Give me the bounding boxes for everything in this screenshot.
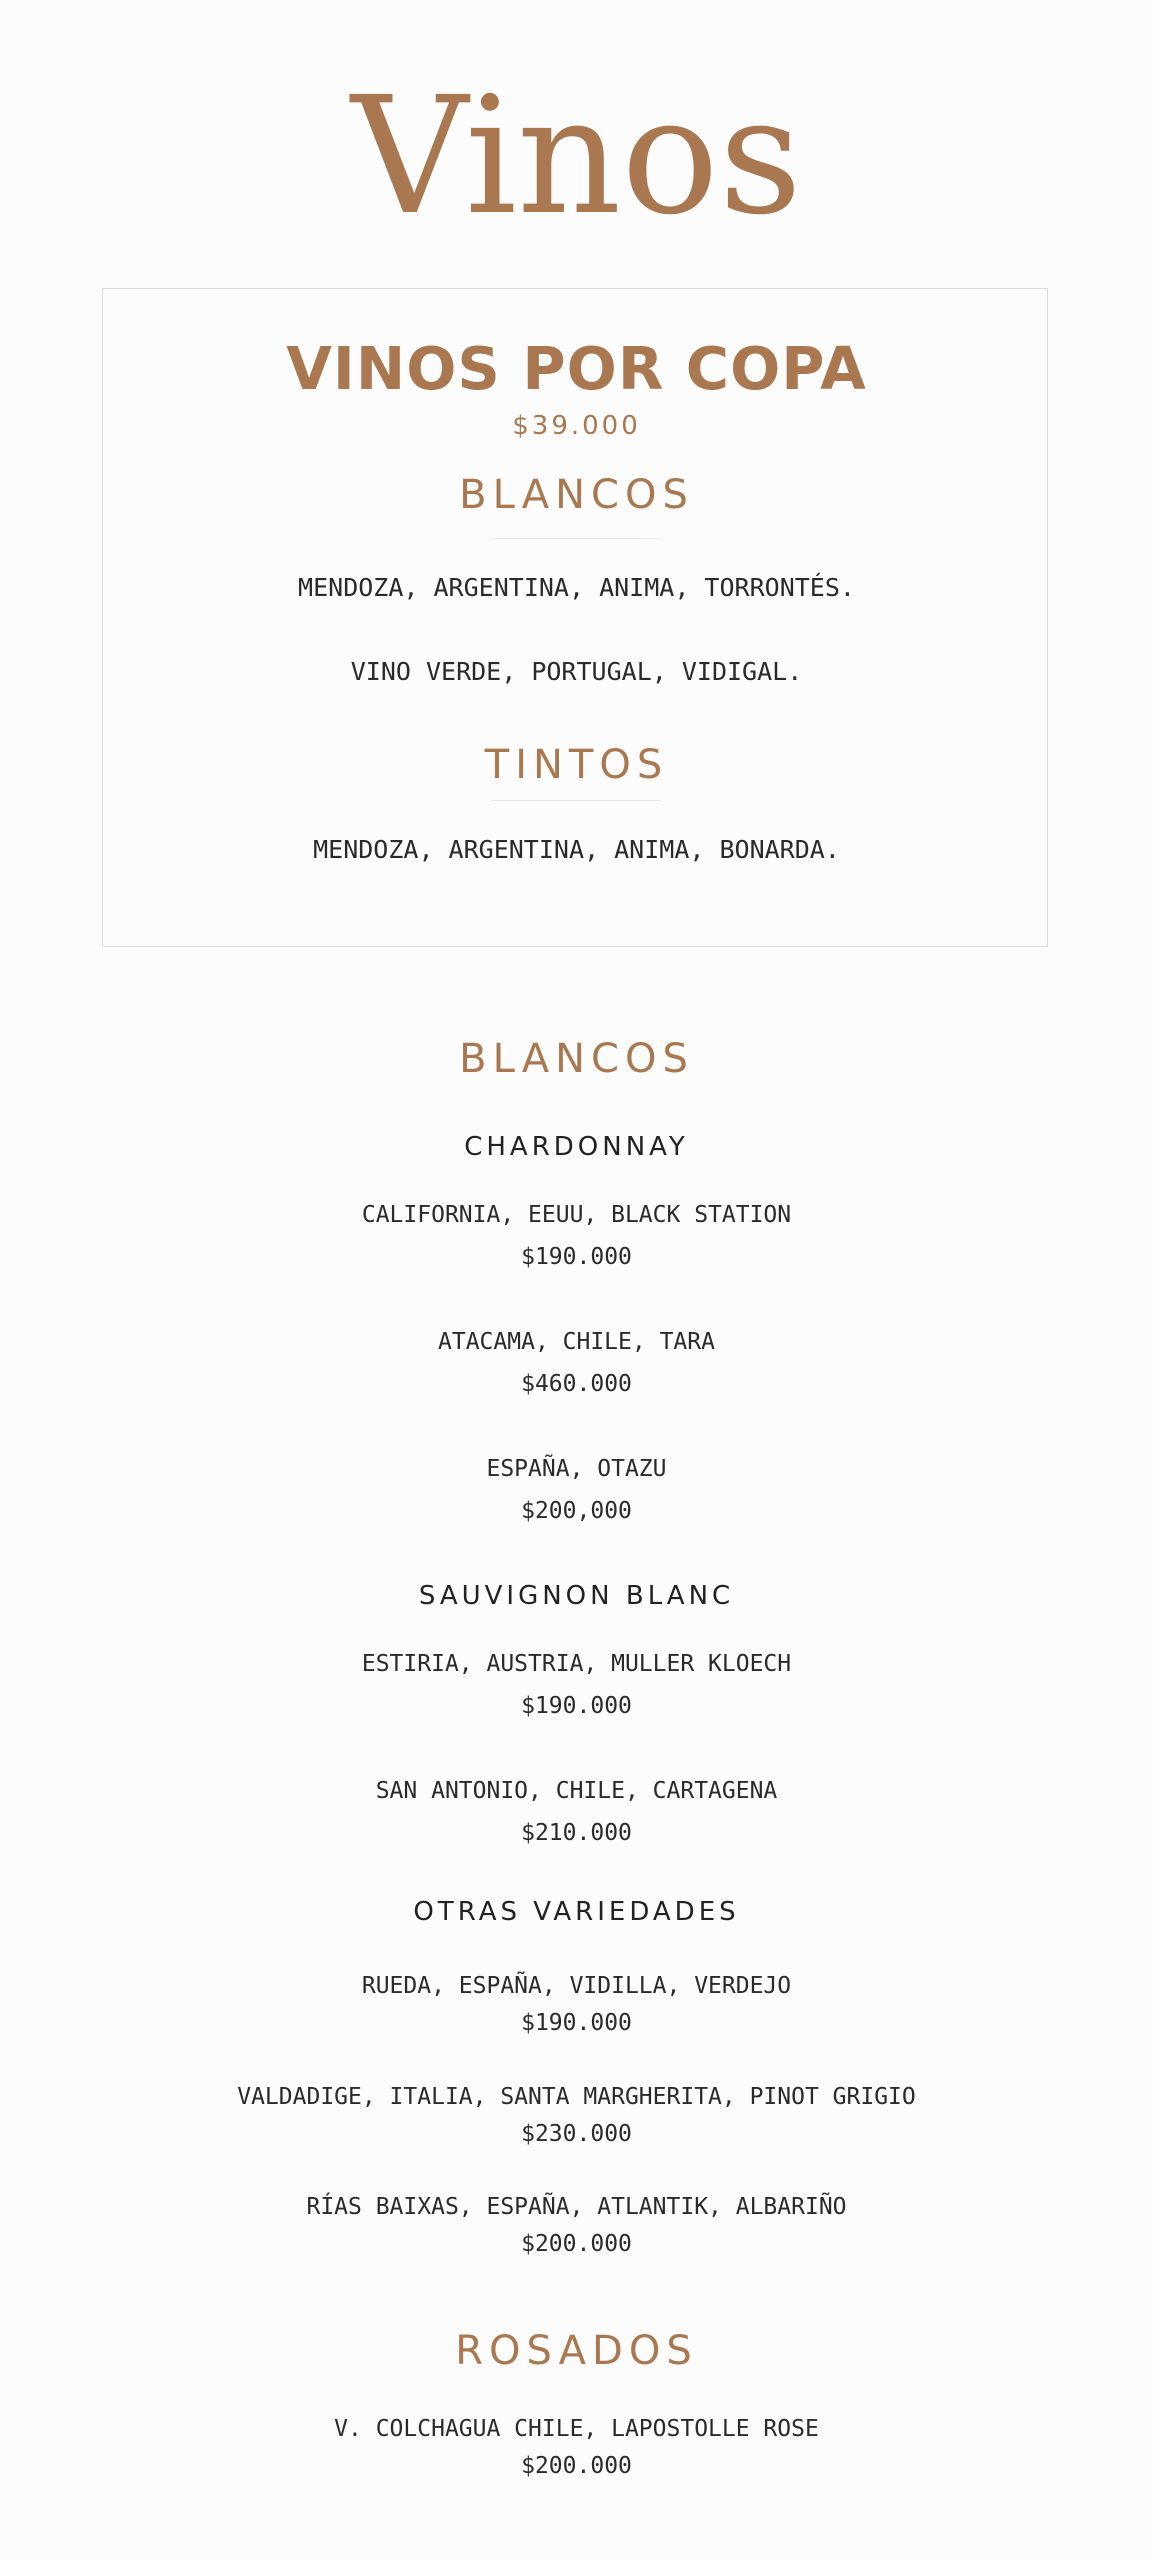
wine-price: $460.000	[521, 1371, 632, 1397]
blancos-heading: BLANCOS	[459, 1036, 694, 1082]
wine-name: V. COLCHAGUA CHILE, LAPOSTOLLE ROSE	[334, 2416, 819, 2442]
wine-name: RUEDA, ESPAÑA, VIDILLA, VERDEJO	[361, 1973, 792, 1999]
wine-price: $190.000	[521, 2010, 632, 2036]
por-copa-price: $39.000	[512, 411, 641, 441]
page-title: Vinos	[351, 63, 802, 251]
otras-variedades-heading: OTRAS VARIEDADES	[413, 1897, 740, 1927]
wine-name: ESPAÑA, OTAZU	[486, 1456, 667, 1482]
wine-price: $190.000	[521, 1244, 632, 1270]
wine-price: $190.000	[521, 1693, 632, 1719]
wine-price: $200.000	[521, 2453, 632, 2479]
por-copa-tintos-item: MENDOZA, ARGENTINA, ANIMA, BONARDA.	[313, 835, 840, 864]
wine-name: VALDADIGE, ITALIA, SANTA MARGHERITA, PINOT GRIGIO	[237, 2084, 916, 2110]
wine-name: ATACAMA, CHILE, TARA	[438, 1329, 715, 1355]
wine-name: ESTIRIA, AUSTRIA, MULLER KLOECH	[361, 1651, 792, 1677]
por-copa-blancos-item: MENDOZA, ARGENTINA, ANIMA, TORRONTÉS.	[298, 573, 855, 602]
por-copa-title: VINOS POR COPA	[286, 334, 867, 403]
wine-name: CALIFORNIA, EEUU, BLACK STATION	[361, 1202, 792, 1228]
por-copa-blancos-item: VINO VERDE, PORTUGAL, VIDIGAL.	[350, 657, 803, 686]
wine-name: SAN ANTONIO, CHILE, CARTAGENA	[375, 1778, 778, 1804]
divider	[491, 538, 661, 539]
sauvignon-heading: SAUVIGNON BLANC	[418, 1581, 735, 1611]
wine-price: $210.000	[521, 1820, 632, 1846]
por-copa-blancos-heading: BLANCOS	[459, 472, 694, 518]
por-copa-tintos-heading: TINTOS	[484, 742, 669, 788]
wine-price: $230.000	[521, 2121, 632, 2147]
divider	[491, 800, 661, 801]
chardonnay-heading: CHARDONNAY	[464, 1132, 689, 1162]
rosados-heading: ROSADOS	[455, 2328, 698, 2374]
wine-name: RÍAS BAIXAS, ESPAÑA, ATLANTIK, ALBARIÑO	[306, 2194, 847, 2220]
wine-price: $200,000	[521, 1498, 632, 1524]
wine-price: $200.000	[521, 2231, 632, 2257]
